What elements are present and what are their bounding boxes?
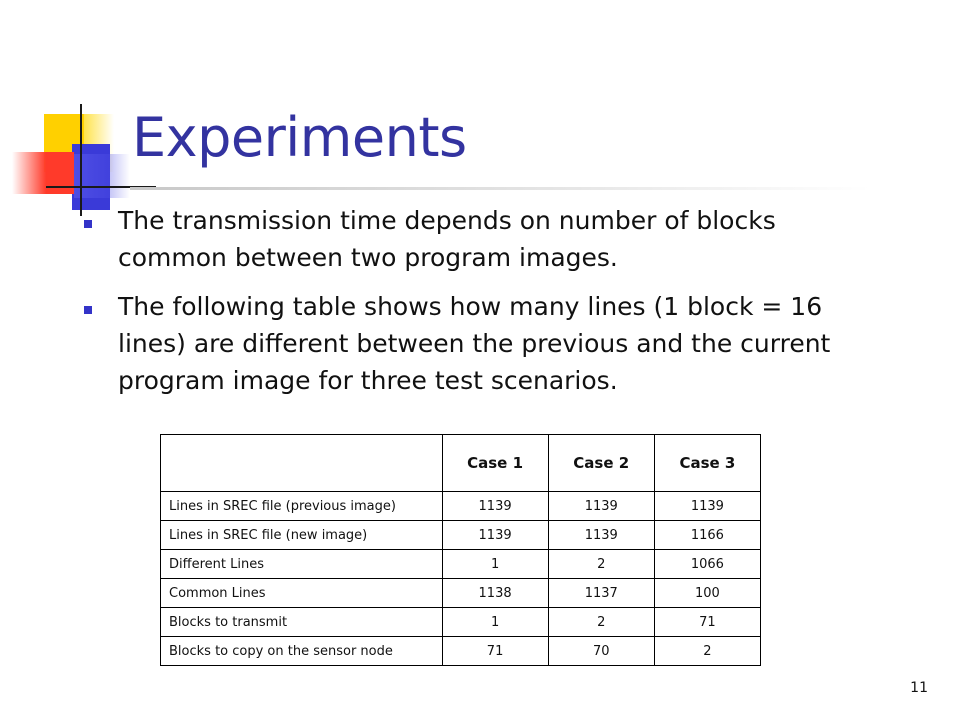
row-label: Blocks to copy on the sensor node xyxy=(161,637,443,666)
page-number: 11 xyxy=(910,680,928,696)
row-label: Common Lines xyxy=(161,579,443,608)
table-cell: 1139 xyxy=(442,521,548,550)
bullet-text: The transmission time depends on number of blocks common between two program images. xyxy=(118,206,776,272)
table-cell: 70 xyxy=(548,637,654,666)
table-header-cell xyxy=(161,435,443,492)
table-cell: 1139 xyxy=(654,492,760,521)
comparison-table xyxy=(160,434,761,666)
table-cell: 100 xyxy=(654,579,760,608)
bullet-item xyxy=(84,288,884,399)
row-label: Different Lines xyxy=(161,550,443,579)
table-cell: 1139 xyxy=(548,492,654,521)
row-label: Lines in SREC file (new image) xyxy=(161,521,443,550)
row-label: Lines in SREC file (previous image) xyxy=(161,492,443,521)
table-cell: 1139 xyxy=(442,492,548,521)
table-cell: 1066 xyxy=(654,550,760,579)
table-cell: 2 xyxy=(548,550,654,579)
logo-vertical-line xyxy=(80,104,82,216)
bullet-list xyxy=(84,202,884,411)
table-cell: 1137 xyxy=(548,579,654,608)
table-row xyxy=(161,550,761,579)
table-cell: 1166 xyxy=(654,521,760,550)
table-cell: 1 xyxy=(442,550,548,579)
table-header-cell: Case 1 xyxy=(442,435,548,492)
slide-title: Experiments xyxy=(132,106,467,169)
table-cell: 1 xyxy=(442,608,548,637)
bullet-square-icon xyxy=(84,306,92,314)
table-row xyxy=(161,579,761,608)
table-cell: 1139 xyxy=(548,521,654,550)
logo-blue-fade xyxy=(74,154,130,198)
table-row xyxy=(161,608,761,637)
row-label: Blocks to transmit xyxy=(161,608,443,637)
bullet-item xyxy=(84,202,884,276)
bullet-text: The following table shows how many lines (1 block = 16 lines) are different between the previous and the current program image for three test scenarios. xyxy=(118,292,831,395)
table-header-cell: Case 2 xyxy=(548,435,654,492)
table-cell: 1138 xyxy=(442,579,548,608)
table-cell: 2 xyxy=(654,637,760,666)
bullet-square-icon xyxy=(84,220,92,228)
table-cell: 2 xyxy=(548,608,654,637)
table-cell: 71 xyxy=(654,608,760,637)
table-cell: 71 xyxy=(442,637,548,666)
table-header-row xyxy=(161,435,761,492)
table-row xyxy=(161,492,761,521)
table-row xyxy=(161,637,761,666)
table-header-cell: Case 3 xyxy=(654,435,760,492)
table-row xyxy=(161,521,761,550)
title-underline xyxy=(130,187,870,190)
